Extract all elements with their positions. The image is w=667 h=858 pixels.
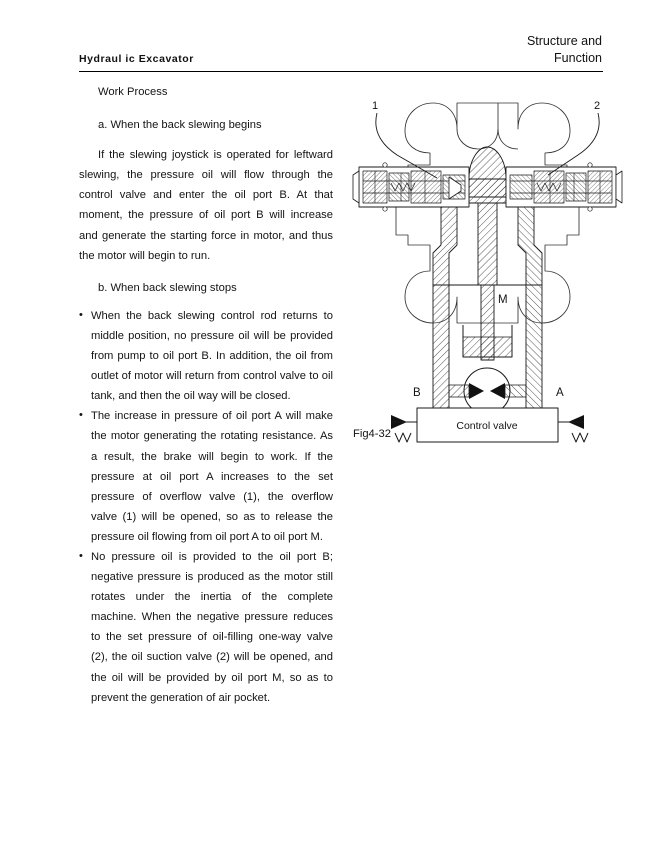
relief-valve-cartridge-left [353, 163, 469, 211]
body-text-column [79, 82, 333, 708]
header-right-line1: Structure and [526, 34, 602, 48]
bullet-marker-icon: • [79, 308, 83, 321]
hydraulic-motor-symbol [464, 368, 510, 414]
callout-label-1: 1 [372, 100, 379, 112]
page-header [0, 0, 667, 78]
section-a-heading: a. When the back slewing begins [98, 119, 262, 132]
list-item [79, 306, 333, 406]
header-right-line2: Function [554, 51, 602, 65]
callout-label-2: 2 [594, 100, 601, 112]
header-right-title [527, 33, 602, 67]
list-item [79, 406, 333, 547]
control-valve-label: Control valve [456, 420, 518, 432]
figure-svg-canvas [345, 85, 630, 432]
list-item [79, 547, 333, 708]
header-left-title: Hydraul ic Excavator [79, 53, 194, 65]
internal-oil-passages [433, 203, 542, 285]
header-divider-rule [79, 71, 603, 72]
figure-caption: Fig4-32 [353, 428, 391, 440]
bullet-marker-icon: • [79, 409, 83, 422]
bullet-marker-icon: • [79, 549, 83, 562]
figure-hydraulic-motor-diagram [345, 85, 630, 455]
list-item-text: No pressure oil is provided to the oil port B; negative pressure is produced as the motor still rotates under the inertia of the complete machine. When the negative pressure reduces to the set pressure of oil-filling one-way valve (2), the oil suction valve (2) will be opened, and the oil will be provided by oil port M, so as to prevent the generation of air pocket. [91, 550, 333, 704]
port-label-b: B [413, 387, 421, 399]
oil-filling-valve-cartridge-right [506, 163, 622, 211]
port-label-a: A [556, 387, 564, 399]
list-item-text: When the back slewing control rod returns to middle position, no pressure oil will be provided from pump to oil port B. In addition, the oil from outlet of motor will return from control valve to oil tank, and then the oil way will be closed. [91, 309, 333, 403]
port-label-m: M [498, 294, 508, 306]
work-process-heading: Work Process [98, 86, 168, 98]
list-item-text: The increase in pressure of oil port A will make the motor generating the rotating resistance. As a result, the brake will begin to work. If the pressure at oil port A increases to the set pressure of overflow valve (1), the overflow valve (1) will be opened, so as to release the pressure oil flowing from oil port A to oil port M. [91, 410, 333, 543]
intro-paragraph: If the slewing joystick is operated for leftward slewing, the pressure oil will flow through the control valve and enter the oil port B. At that moment, the pressure of oil port B will increase and generate the starting force in motor, and thus the motor will begin to run. [79, 149, 333, 262]
stop-behavior-bullet-list [79, 306, 333, 708]
section-b-heading: b. When back slewing stops [98, 281, 237, 294]
